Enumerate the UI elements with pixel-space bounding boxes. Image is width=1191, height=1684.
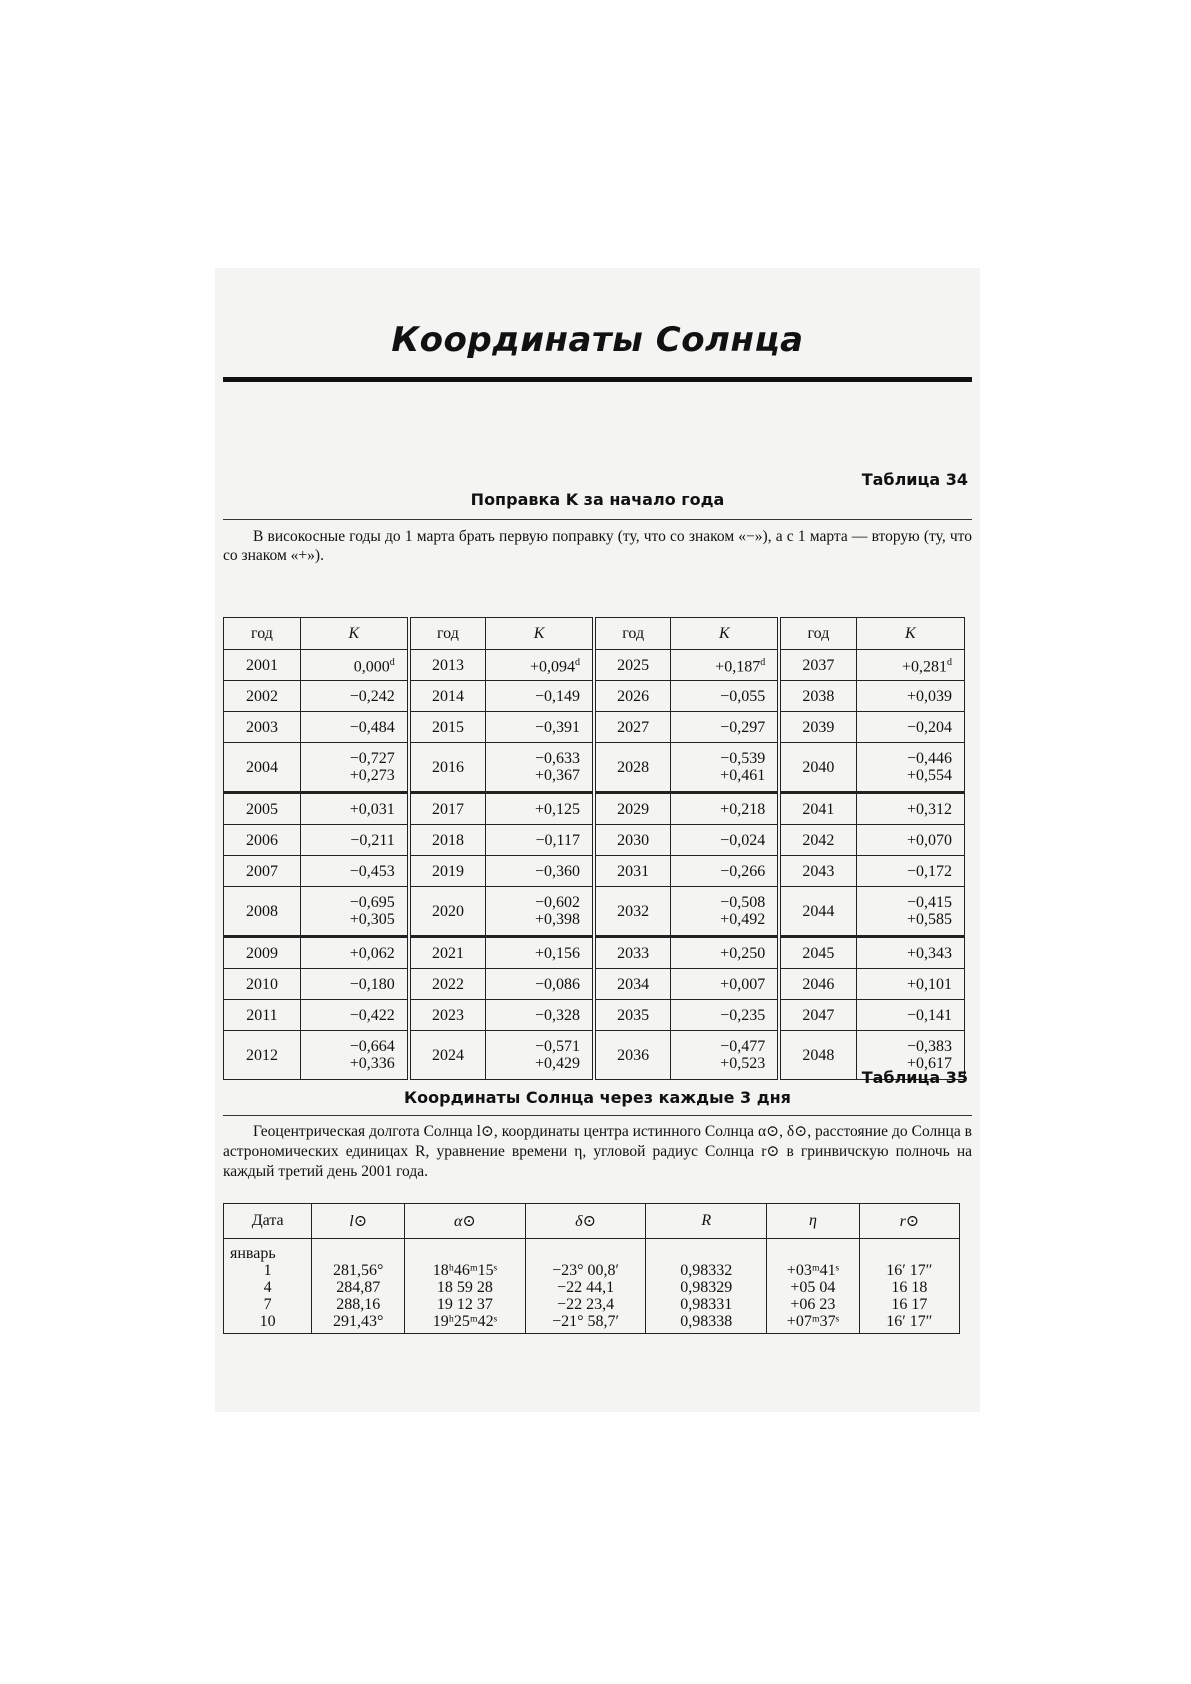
- year-cell: 2001: [224, 650, 301, 681]
- k-value: +0,429: [534, 1055, 580, 1072]
- table-cell: 19ʰ25ᵐ42ˢ: [405, 1313, 526, 1334]
- k-value: +0,367: [534, 767, 580, 784]
- table35-header-row: [224, 1204, 960, 1239]
- k-value: +0,281: [901, 658, 947, 676]
- year-cell: 2028: [594, 743, 671, 793]
- year-cell: 2002: [224, 681, 301, 712]
- year-cell: 2033: [594, 937, 671, 969]
- table34-header-row: [224, 618, 965, 650]
- year-cell: 2039: [779, 712, 856, 743]
- year-cell: 2034: [594, 969, 671, 1000]
- k-value: +0,585: [906, 911, 952, 928]
- month-label: январь: [224, 1239, 312, 1263]
- k-value-cell: [856, 825, 964, 856]
- k-value: −0,391: [534, 718, 580, 736]
- year-cell: 2040: [779, 743, 856, 793]
- year-cell: 2015: [409, 712, 486, 743]
- year-cell: 2014: [409, 681, 486, 712]
- k-value-cell: [486, 1031, 594, 1080]
- k-value-cell: [671, 825, 779, 856]
- k-value: −0,695: [349, 894, 395, 911]
- k-value-cell: [486, 793, 594, 825]
- table-row: [224, 1313, 960, 1334]
- table-row: [224, 1262, 960, 1279]
- table-row: [224, 743, 965, 793]
- k-value-cell: [671, 743, 779, 793]
- k-value: −0,484: [349, 718, 395, 736]
- table34-label: Таблица 34: [861, 470, 968, 489]
- k-value: +0,250: [720, 944, 766, 962]
- col-header-declination: δ⊙: [525, 1204, 646, 1239]
- k-value-cell: [486, 681, 594, 712]
- k-value: −0,664: [349, 1038, 395, 1055]
- k-value-cell: [856, 887, 964, 937]
- k-value-cell: [671, 887, 779, 937]
- col-header-k: K: [671, 618, 779, 650]
- table-cell: 16 18: [859, 1279, 959, 1296]
- col-header-year: год: [779, 618, 856, 650]
- k-value-cell: [300, 856, 408, 887]
- k-value-cell: [856, 937, 964, 969]
- table-row: [224, 650, 965, 681]
- k-value-cell: [671, 793, 779, 825]
- k-value-cell: [300, 681, 408, 712]
- table-cell: 10: [224, 1313, 312, 1334]
- k-value-cell: [671, 969, 779, 1000]
- k-value-cell: [671, 1000, 779, 1031]
- table-cell: −23° 00,8′: [525, 1262, 646, 1279]
- k-value: −0,149: [534, 687, 580, 705]
- unit-superscript: d: [947, 657, 952, 669]
- k-value: +0,492: [720, 911, 766, 928]
- table-row: [224, 1296, 960, 1313]
- col-header-right-ascension: α⊙: [405, 1204, 526, 1239]
- k-value-cell: [671, 937, 779, 969]
- k-value: +0,062: [349, 944, 395, 962]
- k-value: −0,266: [720, 862, 766, 880]
- col-header-equation-of-time: η: [767, 1204, 860, 1239]
- k-value: −0,024: [720, 831, 766, 849]
- book-page: [215, 268, 980, 1412]
- k-value: −0,453: [349, 862, 395, 880]
- year-cell: 2010: [224, 969, 301, 1000]
- table-cell: 7: [224, 1296, 312, 1313]
- year-cell: 2004: [224, 743, 301, 793]
- col-header-longitude: l⊙: [312, 1204, 405, 1239]
- k-value: −0,571: [534, 1038, 580, 1055]
- k-value: −0,446: [906, 750, 952, 767]
- table-cell: +06 23: [767, 1296, 860, 1313]
- unit-superscript: d: [760, 657, 766, 669]
- year-cell: 2005: [224, 793, 301, 825]
- k-value: −0,211: [350, 831, 395, 849]
- k-value: +0,125: [534, 800, 580, 818]
- k-value-cell: [486, 743, 594, 793]
- k-value-cell: [300, 1031, 408, 1080]
- k-value-cell: [856, 743, 964, 793]
- table-cell: 19 12 37: [405, 1296, 526, 1313]
- col-header-angular-radius: r⊙: [859, 1204, 959, 1239]
- year-cell: 2044: [779, 887, 856, 937]
- table-cell: +07ᵐ37ˢ: [767, 1313, 860, 1334]
- year-cell: 2011: [224, 1000, 301, 1031]
- table-cell: 291,43°: [312, 1313, 405, 1334]
- year-cell: 2025: [594, 650, 671, 681]
- k-value-cell: [486, 1000, 594, 1031]
- col-header-year: год: [409, 618, 486, 650]
- table-row: [224, 825, 965, 856]
- k-value: +0,094: [529, 658, 575, 676]
- unit-superscript: d: [574, 657, 580, 669]
- year-cell: 2036: [594, 1031, 671, 1080]
- k-value-cell: [300, 793, 408, 825]
- table-cell: 0,98329: [646, 1279, 767, 1296]
- year-cell: 2035: [594, 1000, 671, 1031]
- k-value-cell: [671, 856, 779, 887]
- k-value: +0,007: [720, 975, 766, 993]
- table-cell: 0,98338: [646, 1313, 767, 1334]
- col-header-year: год: [224, 618, 301, 650]
- year-cell: 2009: [224, 937, 301, 969]
- year-cell: 2048: [779, 1031, 856, 1080]
- table34-rule: [223, 519, 972, 520]
- month-row: [224, 1239, 960, 1263]
- k-value-cell: [300, 743, 408, 793]
- k-value-cell: [486, 825, 594, 856]
- year-cell: 2026: [594, 681, 671, 712]
- table-row: [224, 793, 965, 825]
- col-header-k: K: [856, 618, 964, 650]
- table-row: [224, 937, 965, 969]
- title-rule: [223, 377, 972, 382]
- table-cell: 1: [224, 1262, 312, 1279]
- table-cell: −22 23,4: [525, 1296, 646, 1313]
- k-value: −0,297: [720, 718, 766, 736]
- k-value-cell: [856, 650, 964, 681]
- table-cell: 281,56°: [312, 1262, 405, 1279]
- k-value-cell: [300, 969, 408, 1000]
- table-cell: 16′ 17″: [859, 1262, 959, 1279]
- table-cell: 288,16: [312, 1296, 405, 1313]
- year-cell: 2027: [594, 712, 671, 743]
- year-cell: 2030: [594, 825, 671, 856]
- col-header-k: K: [300, 618, 408, 650]
- table-row: [224, 887, 965, 937]
- k-value: +0,273: [349, 767, 395, 784]
- table35: [223, 1203, 960, 1334]
- year-cell: 2021: [409, 937, 486, 969]
- year-cell: 2017: [409, 793, 486, 825]
- k-value: −0,422: [349, 1006, 395, 1024]
- k-value-cell: [856, 969, 964, 1000]
- table-row: [224, 1279, 960, 1296]
- k-value: −0,477: [720, 1038, 766, 1055]
- k-value: −0,508: [720, 894, 766, 911]
- k-value-cell: [671, 712, 779, 743]
- table-cell: +03ᵐ41ˢ: [767, 1262, 860, 1279]
- table-cell: +05 04: [767, 1279, 860, 1296]
- table34-caption: Поправка K за начало года: [470, 490, 725, 509]
- year-cell: 2006: [224, 825, 301, 856]
- year-cell: 2024: [409, 1031, 486, 1080]
- year-cell: 2043: [779, 856, 856, 887]
- table-row: [224, 1031, 965, 1080]
- k-value: −0,204: [906, 718, 952, 736]
- year-cell: 2047: [779, 1000, 856, 1031]
- col-header-date: Дата: [224, 1204, 312, 1239]
- table-cell: 16 17: [859, 1296, 959, 1313]
- k-value: −0,328: [534, 1006, 580, 1024]
- k-value: −0,539: [720, 750, 766, 767]
- k-value-cell: [300, 825, 408, 856]
- k-value-cell: [486, 712, 594, 743]
- k-value: −0,117: [535, 831, 580, 849]
- k-value: +0,461: [720, 767, 766, 784]
- year-cell: 2037: [779, 650, 856, 681]
- k-value: +0,343: [906, 944, 952, 962]
- year-cell: 2019: [409, 856, 486, 887]
- k-value: −0,415: [906, 894, 952, 911]
- table-cell: 284,87: [312, 1279, 405, 1296]
- k-value-cell: [300, 650, 408, 681]
- table-row: [224, 681, 965, 712]
- table-cell: 4: [224, 1279, 312, 1296]
- year-cell: 2007: [224, 856, 301, 887]
- k-value-cell: [300, 1000, 408, 1031]
- k-value: +0,101: [906, 975, 952, 993]
- table-cell: −21° 58,7′: [525, 1313, 646, 1334]
- table-cell: 18ʰ46ᵐ15ˢ: [405, 1262, 526, 1279]
- k-value: −0,235: [720, 1006, 766, 1024]
- year-cell: 2032: [594, 887, 671, 937]
- k-value: −0,055: [720, 687, 766, 705]
- year-cell: 2018: [409, 825, 486, 856]
- k-value-cell: [486, 856, 594, 887]
- year-cell: 2016: [409, 743, 486, 793]
- year-cell: 2029: [594, 793, 671, 825]
- k-value: −0,242: [349, 687, 395, 705]
- table35-note: Геоцентрическая долгота Солнца l⊙, координаты центра истинного Солнца α⊙, δ⊙, расстояние до Солнца в астрономических единицах R, уравнение времени η, угловой радиус Солнца r⊙ в гринвичскую полночь на каждый третий день 2001 года.: [223, 1123, 972, 1180]
- k-value-cell: [856, 681, 964, 712]
- k-value: +0,523: [720, 1055, 766, 1072]
- k-value: +0,617: [906, 1055, 952, 1072]
- k-value-cell: [856, 793, 964, 825]
- year-cell: 2008: [224, 887, 301, 937]
- year-cell: 2045: [779, 937, 856, 969]
- k-value: +0,070: [906, 831, 952, 849]
- year-cell: 2041: [779, 793, 856, 825]
- table34: [223, 617, 965, 1080]
- k-value: +0,398: [534, 911, 580, 928]
- k-value-cell: [671, 681, 779, 712]
- col-header-k: K: [486, 618, 594, 650]
- year-cell: 2031: [594, 856, 671, 887]
- year-cell: 2003: [224, 712, 301, 743]
- k-value-cell: [300, 712, 408, 743]
- col-header-year: год: [594, 618, 671, 650]
- year-cell: 2046: [779, 969, 856, 1000]
- year-cell: 2020: [409, 887, 486, 937]
- k-value-cell: [856, 712, 964, 743]
- k-value: +0,187: [715, 658, 761, 676]
- k-value: −0,360: [534, 862, 580, 880]
- table-cell: 0,98332: [646, 1262, 767, 1279]
- k-value: +0,039: [906, 687, 952, 705]
- table35-caption: Координаты Солнца через каждые 3 дня: [404, 1088, 791, 1107]
- table35-rule: [223, 1115, 972, 1116]
- k-value: −0,383: [906, 1038, 952, 1055]
- k-value: +0,312: [906, 800, 952, 818]
- k-value-cell: [486, 887, 594, 937]
- year-cell: 2022: [409, 969, 486, 1000]
- k-value-cell: [486, 937, 594, 969]
- k-value: +0,305: [349, 911, 395, 928]
- k-value: −0,180: [349, 975, 395, 993]
- table-row: [224, 1000, 965, 1031]
- k-value-cell: [486, 969, 594, 1000]
- table-row: [224, 969, 965, 1000]
- table-row: [224, 856, 965, 887]
- k-value: +0,156: [534, 944, 580, 962]
- k-value-cell: [300, 887, 408, 937]
- year-cell: 2013: [409, 650, 486, 681]
- table35-label: Таблица 35: [861, 1068, 968, 1087]
- k-value: −0,633: [534, 750, 580, 767]
- k-value-cell: [856, 856, 964, 887]
- table-cell: 18 59 28: [405, 1279, 526, 1296]
- k-value: −0,141: [906, 1006, 952, 1024]
- k-value: +0,554: [906, 767, 952, 784]
- k-value-cell: [671, 650, 779, 681]
- k-value-cell: [671, 1031, 779, 1080]
- k-value: +0,031: [349, 800, 395, 818]
- col-header-distance: R: [646, 1204, 767, 1239]
- k-value: −0,602: [534, 894, 580, 911]
- year-cell: 2012: [224, 1031, 301, 1080]
- year-cell: 2038: [779, 681, 856, 712]
- year-cell: 2042: [779, 825, 856, 856]
- page-title: Координаты Солнца: [391, 320, 804, 360]
- k-value: +0,336: [349, 1055, 395, 1072]
- table-cell: 16′ 17″: [859, 1313, 959, 1334]
- k-value-cell: [300, 937, 408, 969]
- table-cell: 0,98331: [646, 1296, 767, 1313]
- table34-note: В високосные годы до 1 марта брать первую поправку (ту, что со знаком «−»), а с 1 марта — вторую (ту, что со знаком «+»).: [223, 528, 972, 564]
- k-value: −0,086: [534, 975, 580, 993]
- k-value: −0,172: [906, 862, 952, 880]
- k-value-cell: [856, 1000, 964, 1031]
- unit-superscript: d: [389, 657, 395, 669]
- table-row: [224, 712, 965, 743]
- table-cell: −22 44,1: [525, 1279, 646, 1296]
- k-value: 0,000: [353, 658, 390, 676]
- k-value: −0,727: [349, 750, 395, 767]
- k-value: +0,218: [720, 800, 766, 818]
- year-cell: 2023: [409, 1000, 486, 1031]
- k-value-cell: [486, 650, 594, 681]
